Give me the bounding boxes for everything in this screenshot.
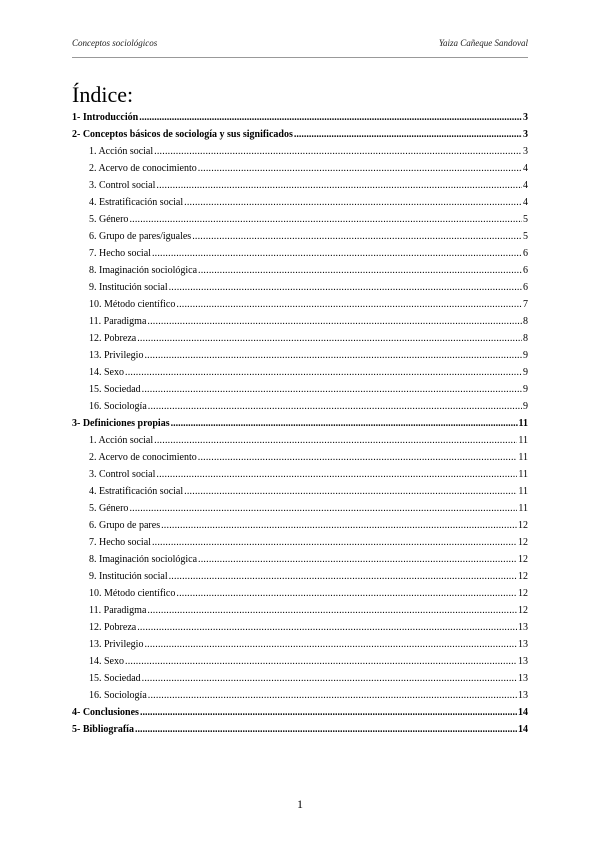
toc-entry-title: 5- Bibliografía (72, 724, 134, 735)
toc-dot-leader (148, 687, 517, 704)
toc-entry-title: 8. Imaginación sociológica (89, 554, 198, 565)
toc-entry-page: 13 (518, 656, 528, 667)
toc-entry-title: 13. Privilegio (89, 350, 144, 361)
toc-subsection-entry[interactable] (72, 211, 528, 228)
toc-entry-page: 9 (523, 367, 528, 378)
toc-dot-leader (152, 534, 517, 551)
toc-entry-title: 14. Sexo (89, 656, 124, 667)
toc-entry-title: 12. Pobreza (89, 622, 137, 633)
toc-entry-title: 2- Conceptos básicos de sociología y sus significados (72, 129, 293, 140)
toc-entry-page: 6 (523, 282, 528, 293)
toc-dot-leader (169, 568, 517, 585)
toc-dot-leader (156, 466, 517, 483)
toc-entry-page: 3 (523, 129, 528, 140)
toc-entry-page: 4 (523, 180, 528, 191)
toc-entry-page: 12 (518, 571, 528, 582)
toc-dot-leader (176, 585, 517, 602)
toc-entry-title: 2. Acervo de conocimiento (89, 163, 197, 174)
toc-dot-leader (152, 245, 522, 262)
toc-entry-title: 7. Hecho social (89, 537, 151, 548)
toc-subsection-entry[interactable] (72, 194, 528, 211)
toc-dot-leader (154, 432, 517, 449)
toc-entry-page: 9 (523, 384, 528, 395)
toc-entry-title: 10. Método científico (89, 588, 176, 599)
toc-dot-leader (176, 296, 522, 313)
toc-entry-page: 13 (518, 622, 528, 633)
toc-entry-page: 12 (518, 520, 528, 531)
toc-dot-leader (129, 211, 522, 228)
toc-dot-leader (184, 483, 517, 500)
toc-dot-leader (147, 313, 522, 330)
toc-dot-leader (192, 228, 522, 245)
toc-entry-title: 14. Sexo (89, 367, 124, 378)
toc-entry-title: 9. Institución social (89, 571, 168, 582)
toc-entry-title: 1. Acción social (89, 146, 154, 157)
toc-entry-page: 6 (523, 265, 528, 276)
toc-subsection-entry[interactable] (72, 143, 528, 160)
toc-entry-page: 9 (523, 401, 528, 412)
toc-dot-leader (142, 670, 517, 687)
toc-dot-leader (169, 279, 522, 296)
toc-entry-title: 6. Grupo de pares/iguales (89, 231, 192, 242)
toc-subsection-entry[interactable] (72, 313, 528, 330)
toc-dot-leader (154, 143, 522, 160)
toc-entry-title: 4. Estratificación social (89, 486, 184, 497)
toc-subsection-entry[interactable] (72, 381, 528, 398)
toc-entry-page: 11 (518, 435, 528, 446)
toc-subsection-entry[interactable] (72, 602, 528, 619)
toc-entry-title: 5. Género (89, 214, 129, 225)
toc-entry-title: 7. Hecho social (89, 248, 151, 259)
toc-dot-leader (129, 500, 517, 517)
toc-entry-page: 11 (518, 503, 528, 514)
table-of-contents (72, 109, 528, 738)
toc-entry-page: 13 (518, 639, 528, 650)
toc-entry-title: 1. Acción social (89, 435, 154, 446)
toc-entry-title: 3. Control social (89, 180, 156, 191)
toc-subsection-entry[interactable] (72, 551, 528, 568)
toc-subsection-entry[interactable] (72, 500, 528, 517)
toc-subsection-entry[interactable] (72, 619, 528, 636)
toc-dot-leader (137, 619, 517, 636)
toc-dot-leader (147, 602, 517, 619)
toc-subsection-entry[interactable] (72, 347, 528, 364)
toc-entry-page: 12 (518, 554, 528, 565)
toc-subsection-entry[interactable] (72, 653, 528, 670)
toc-dot-leader (198, 160, 522, 177)
toc-dot-leader (198, 262, 522, 279)
toc-entry-title: 11. Paradigma (89, 605, 147, 616)
toc-entry-page: 7 (523, 299, 528, 310)
toc-subsection-entry[interactable] (72, 534, 528, 551)
toc-entry-page: 4 (523, 197, 528, 208)
toc-dot-leader (140, 704, 517, 721)
toc-subsection-entry[interactable] (72, 483, 528, 500)
toc-entry-title: 4. Estratificación social (89, 197, 184, 208)
toc-entry-title: 1- Introducción (72, 112, 139, 123)
toc-dot-leader (171, 415, 518, 432)
toc-subsection-entry[interactable] (72, 466, 528, 483)
toc-entry-title: 13. Privilegio (89, 639, 144, 650)
toc-entry-page: 3 (523, 146, 528, 157)
toc-entry-page: 11 (518, 486, 528, 497)
toc-entry-title: 11. Paradigma (89, 316, 147, 327)
toc-subsection-entry[interactable] (72, 364, 528, 381)
header-document-title: Conceptos sociológicos (72, 38, 158, 48)
toc-entry-page: 12 (518, 588, 528, 599)
toc-entry-page: 4 (523, 163, 528, 174)
toc-entry-title: 8. Imaginación sociológica (89, 265, 198, 276)
toc-dot-leader (198, 449, 518, 466)
toc-entry-title: 16. Sociología (89, 401, 147, 412)
toc-entry-title: 2. Acervo de conocimiento (89, 452, 197, 463)
toc-entry-title: 15. Sociedad (89, 384, 141, 395)
header-author: Yaiza Cañeque Sandoval (438, 38, 528, 48)
toc-subsection-entry[interactable] (72, 262, 528, 279)
toc-entry-title: 5. Género (89, 503, 129, 514)
toc-section-entry[interactable] (72, 704, 528, 721)
toc-entry-title: 16. Sociología (89, 690, 147, 701)
toc-dot-leader (148, 398, 522, 415)
toc-subsection-entry[interactable] (72, 517, 528, 534)
toc-entry-page: 13 (518, 690, 528, 701)
toc-dot-leader (139, 109, 522, 126)
toc-subsection-entry[interactable] (72, 432, 528, 449)
toc-entry-page: 14 (518, 724, 528, 735)
toc-entry-page: 5 (523, 214, 528, 225)
toc-dot-leader (125, 653, 517, 670)
toc-dot-leader (144, 347, 522, 364)
toc-subsection-entry[interactable] (72, 279, 528, 296)
header-divider (72, 57, 528, 58)
toc-entry-title: 4- Conclusiones (72, 707, 139, 718)
toc-dot-leader (156, 177, 522, 194)
toc-dot-leader (184, 194, 522, 211)
toc-section-entry[interactable] (72, 126, 528, 143)
toc-dot-leader (161, 517, 517, 534)
toc-entry-page: 14 (518, 707, 528, 718)
toc-dot-leader (144, 636, 517, 653)
toc-entry-title: 10. Método científico (89, 299, 176, 310)
toc-entry-page: 11 (518, 452, 528, 463)
toc-subsection-entry[interactable] (72, 398, 528, 415)
toc-entry-page: 11 (518, 469, 528, 480)
toc-subsection-entry[interactable] (72, 177, 528, 194)
toc-entry-title: 3- Definiciones propias (72, 418, 170, 429)
toc-subsection-entry[interactable] (72, 296, 528, 313)
page-number: 1 (297, 797, 303, 811)
toc-entry-page: 5 (523, 231, 528, 242)
toc-subsection-entry[interactable] (72, 449, 528, 466)
toc-entry-page: 12 (518, 537, 528, 548)
toc-entry-title: 15. Sociedad (89, 673, 141, 684)
toc-dot-leader (137, 330, 522, 347)
toc-entry-page: 9 (523, 350, 528, 361)
toc-entry-page: 3 (523, 112, 528, 123)
toc-dot-leader (125, 364, 522, 381)
toc-dot-leader (135, 721, 517, 738)
page-title: Índice: (72, 82, 134, 107)
toc-subsection-entry[interactable] (72, 568, 528, 585)
toc-subsection-entry[interactable] (72, 160, 528, 177)
toc-dot-leader (294, 126, 522, 143)
toc-subsection-entry[interactable] (72, 228, 528, 245)
toc-section-entry[interactable] (72, 415, 528, 432)
toc-dot-leader (198, 551, 517, 568)
toc-entry-page: 11 (518, 418, 528, 429)
toc-entry-page: 8 (523, 316, 528, 327)
toc-subsection-entry[interactable] (72, 585, 528, 602)
toc-subsection-entry[interactable] (72, 245, 528, 262)
toc-entry-title: 3. Control social (89, 469, 156, 480)
toc-section-entry[interactable] (72, 721, 528, 738)
toc-dot-leader (142, 381, 522, 398)
toc-section-entry[interactable] (72, 109, 528, 126)
toc-subsection-entry[interactable] (72, 687, 528, 704)
toc-entry-page: 8 (523, 333, 528, 344)
toc-entry-page: 13 (518, 673, 528, 684)
toc-subsection-entry[interactable] (72, 670, 528, 687)
toc-subsection-entry[interactable] (72, 330, 528, 347)
toc-entry-title: 12. Pobreza (89, 333, 137, 344)
toc-entry-page: 6 (523, 248, 528, 259)
toc-entry-title: 6. Grupo de pares (89, 520, 161, 531)
toc-entry-page: 12 (518, 605, 528, 616)
toc-entry-title: 9. Institución social (89, 282, 168, 293)
toc-subsection-entry[interactable] (72, 636, 528, 653)
